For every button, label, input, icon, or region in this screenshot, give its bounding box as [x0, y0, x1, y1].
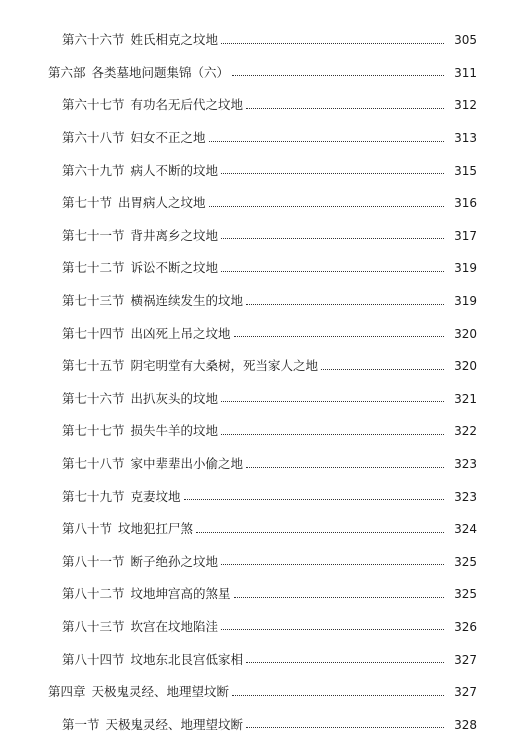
toc-entry[interactable]	[0, 187, 522, 220]
toc-entry-label	[62, 717, 243, 733]
toc-section-number: 第八十节	[62, 521, 113, 537]
toc-entry-label	[62, 489, 181, 505]
toc-entry-label	[62, 195, 206, 211]
dot-leader	[221, 271, 444, 272]
toc-entry[interactable]	[0, 513, 522, 546]
toc-page-number: 316	[454, 196, 477, 211]
toc-section-title: 家中辈辈出小偷之地	[130, 456, 244, 472]
toc-page-number: 317	[454, 228, 477, 243]
toc-page-number: 319	[454, 261, 477, 276]
toc-page-number: 311	[454, 65, 477, 80]
toc-entry-label	[62, 228, 218, 244]
toc-entry[interactable]	[0, 383, 522, 416]
toc-section-number: 第七十三节	[62, 293, 125, 309]
toc-section-number: 第七十四节	[62, 325, 125, 341]
toc-page-number: 319	[454, 294, 477, 309]
toc-entry[interactable]	[0, 252, 522, 285]
toc-section-number: 第七十二节	[62, 260, 125, 276]
toc-entry[interactable]	[0, 643, 522, 676]
toc-entry-label	[62, 391, 218, 407]
toc-entry-label	[62, 456, 243, 472]
toc-entry[interactable]	[0, 285, 522, 318]
dot-leader	[234, 336, 444, 337]
toc-page-number: 320	[454, 359, 477, 374]
toc-page-number: 305	[454, 33, 477, 48]
dot-leader	[184, 499, 444, 500]
toc-entry[interactable]	[0, 480, 522, 513]
toc-section-number: 第六部	[48, 64, 86, 80]
toc-entry[interactable]	[0, 154, 522, 187]
toc-page-number: 312	[454, 98, 477, 113]
toc-entry[interactable]	[0, 611, 522, 644]
toc-section-title: 各类墓地问题集锦（六）	[91, 64, 230, 80]
toc-entry[interactable]	[0, 89, 522, 122]
dot-leader	[234, 597, 444, 598]
toc-section-number: 第七十五节	[62, 358, 125, 374]
toc-section-title: 妇女不正之地	[130, 130, 206, 146]
toc-section-number: 第八十四节	[62, 651, 125, 667]
toc-section-number: 第六十七节	[62, 97, 125, 113]
toc-entry-label	[62, 97, 243, 113]
dot-leader	[321, 369, 444, 370]
toc-section-title: 病人不断的坟地	[130, 162, 219, 178]
toc-entry-label	[62, 586, 231, 602]
dot-leader	[221, 173, 444, 174]
dot-leader	[221, 434, 444, 435]
dot-leader	[246, 662, 444, 663]
toc-entry-label	[62, 260, 218, 276]
dot-leader	[232, 695, 444, 696]
toc-section-title: 坟地东北艮宫低家相	[130, 651, 244, 667]
toc-entry-label	[62, 293, 243, 309]
toc-section-title: 损失牛羊的坟地	[130, 423, 219, 439]
toc-entry-label	[62, 32, 218, 48]
toc-page-number: 313	[454, 131, 477, 146]
toc-entry[interactable]	[0, 676, 522, 709]
dot-leader	[221, 43, 444, 44]
toc-page-number: 328	[454, 717, 477, 732]
toc-entry-label	[62, 130, 206, 146]
dot-leader	[246, 108, 444, 109]
toc-entry-label	[62, 358, 318, 374]
table-of-contents	[0, 24, 522, 741]
toc-entry-label	[62, 163, 218, 179]
toc-entry-label	[62, 652, 243, 668]
toc-section-number: 第六十六节	[62, 32, 125, 48]
dot-leader	[209, 141, 444, 142]
toc-section-number: 第七十六节	[62, 390, 125, 406]
toc-entry[interactable]	[0, 578, 522, 611]
toc-entry[interactable]	[0, 317, 522, 350]
toc-section-number: 第七十节	[62, 195, 113, 211]
toc-section-number: 第七十九节	[62, 488, 125, 504]
toc-section-title: 姓氏相克之坟地	[130, 32, 219, 48]
toc-entry[interactable]	[0, 546, 522, 579]
toc-entry-label	[62, 619, 218, 635]
toc-entry[interactable]	[0, 448, 522, 481]
dot-leader	[221, 564, 444, 565]
toc-section-title: 克妻坟地	[130, 488, 181, 504]
dot-leader	[232, 75, 444, 76]
dot-leader	[196, 532, 444, 533]
toc-section-title: 有功名无后代之坟地	[130, 97, 244, 113]
toc-page-number: 321	[454, 391, 477, 406]
dot-leader	[246, 467, 444, 468]
toc-page-number: 324	[454, 522, 477, 537]
toc-section-title: 天极鬼灵经、地理望坟断	[91, 684, 230, 700]
toc-page-number: 315	[454, 163, 477, 178]
dot-leader	[246, 304, 444, 305]
toc-entry-label	[62, 554, 218, 570]
toc-section-title: 出胃病人之坟地	[118, 195, 206, 211]
toc-entry-label	[62, 326, 231, 342]
toc-section-number: 第七十八节	[62, 456, 125, 472]
toc-section-number: 第六十九节	[62, 162, 125, 178]
toc-entry-label	[48, 65, 229, 81]
toc-section-title: 阴宅明堂有大桑树，死当家人之地	[130, 358, 319, 374]
toc-section-title: 横祸连续发生的坟地	[130, 293, 244, 309]
toc-entry[interactable]	[0, 415, 522, 448]
toc-section-title: 天极鬼灵经、地理望坟断	[105, 716, 244, 732]
toc-entry-label	[62, 521, 193, 537]
toc-entry[interactable]	[0, 708, 522, 741]
toc-page-number: 322	[454, 424, 477, 439]
toc-page-number: 320	[454, 326, 477, 341]
toc-page-number: 325	[454, 587, 477, 602]
toc-section-number: 第八十二节	[62, 586, 125, 602]
toc-entry-label	[48, 684, 229, 700]
toc-section-title: 诉讼不断之坟地	[130, 260, 219, 276]
toc-entry[interactable]	[0, 220, 522, 253]
toc-section-title: 背井离乡之坟地	[130, 227, 219, 243]
toc-page-number: 323	[454, 489, 477, 504]
dot-leader	[221, 629, 444, 630]
toc-section-number: 第一节	[62, 716, 100, 732]
toc-section-number: 第七十一节	[62, 227, 125, 243]
toc-page-number: 323	[454, 457, 477, 472]
toc-section-title: 坎宫在坟地陷洼	[130, 618, 219, 634]
toc-entry[interactable]	[0, 24, 522, 57]
toc-section-title: 坟地坤宫高的煞星	[130, 586, 231, 602]
toc-section-title: 坟地犯扛尸煞	[118, 521, 194, 537]
toc-section-number: 第八十一节	[62, 553, 125, 569]
toc-section-title: 断子绝孙之坟地	[130, 553, 219, 569]
toc-entry[interactable]	[0, 122, 522, 155]
toc-entry-label	[62, 423, 218, 439]
dot-leader	[221, 401, 444, 402]
toc-page-number: 325	[454, 554, 477, 569]
toc-section-title: 出扒灰头的坟地	[130, 390, 219, 406]
dot-leader	[221, 238, 444, 239]
toc-page-number: 326	[454, 619, 477, 634]
toc-page-number: 327	[454, 685, 477, 700]
toc-entry[interactable]	[0, 57, 522, 90]
toc-section-number: 第七十七节	[62, 423, 125, 439]
toc-section-number: 第四章	[48, 684, 86, 700]
toc-entry[interactable]	[0, 350, 522, 383]
toc-section-title: 出凶死上吊之坟地	[130, 325, 231, 341]
toc-section-number: 第六十八节	[62, 130, 125, 146]
toc-page-number: 327	[454, 652, 477, 667]
dot-leader	[246, 727, 444, 728]
dot-leader	[209, 206, 444, 207]
toc-section-number: 第八十三节	[62, 618, 125, 634]
